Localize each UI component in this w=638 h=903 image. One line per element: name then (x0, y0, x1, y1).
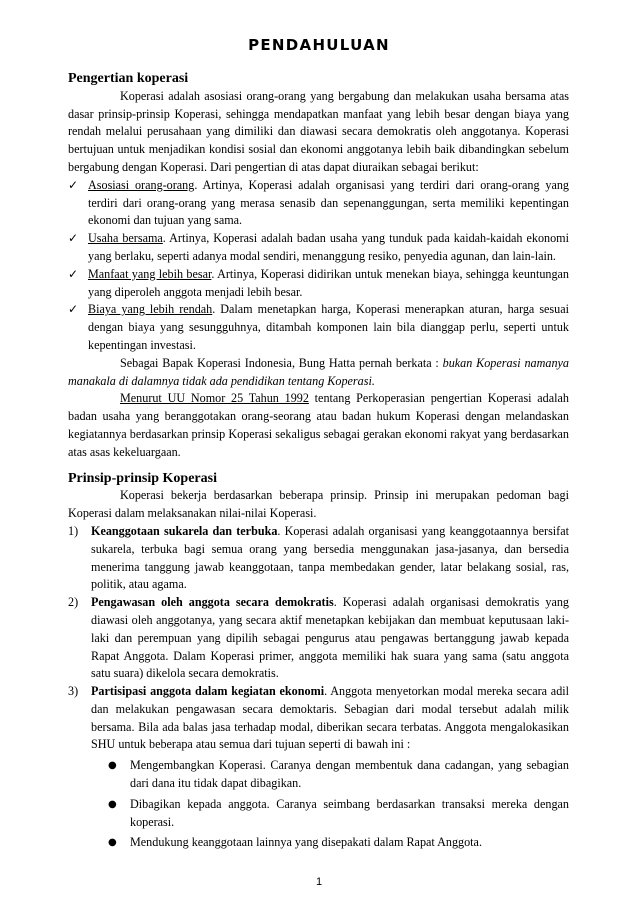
shu-bullet-item (68, 757, 569, 793)
checklist-item (68, 177, 569, 230)
checklist-text: . Artinya, Koperasi didirikan untuk menekan biaya, sehingga keuntungan yang diperoleh anggota menjadi lebih besar. (88, 266, 569, 299)
prinsip-intro-paragraph: Koperasi bekerja berdasarkan beberapa prinsip. Prinsip ini merupakan pedoman bagi Koperasi dalam melaksanakan nilai-nilai Koperasi. (68, 488, 569, 521)
checklist-term: Manfaat yang lebih besar (88, 266, 212, 281)
shu-bullet-item (68, 834, 569, 852)
bullet-icon: ● (108, 837, 117, 849)
uu-definition: tentang Perkoperasian pengertian Koperasi adalah badan usaha yang beranggotakan orang-seorang atau badan hukum Koperasi dengan melandaskan kegiatannya berdasarkan prinsip Koperasi sekaligus sebagai gerakan ekonomi rakyat yang berdasarkan atas asas kekeluargaan. (68, 391, 569, 459)
bullet-icon: ● (108, 760, 117, 772)
principle-item (68, 523, 569, 594)
principle-item (68, 683, 569, 754)
checklist-text: . Dalam menetapkan harga, Koperasi menerapkan aturan, harga sesuai dengan biaya yang sesungguhnya, ditambah komponen lain bila dianggap perlu, seperti untuk kepentingan investasi. (88, 302, 569, 352)
bullet-text: Dibagikan kepada anggota. Caranya seimbang berdasarkan transaksi mereka dengan koperasi. (130, 796, 569, 829)
principle-title: Pengawasan oleh anggota secara demokratis (91, 595, 334, 610)
bullet-icon: ● (108, 798, 117, 810)
principle-title: Partisipasi anggota dalam kegiatan ekonomi (91, 684, 325, 699)
document-body (68, 70, 569, 852)
page-title: PENDAHULUAN (248, 36, 390, 54)
checkmark-icon: ✓ (68, 302, 79, 317)
uu-paragraph (68, 390, 569, 461)
intro-paragraph: Koperasi adalah asosiasi orang-orang yang bergabung dan melakukan usaha bersama atas dasar prinsip-prinsip Koperasi, sehingga mendapatkan manfaat yang lebih besar dengan biaya yang rendah melalui perusahaan yang dimiliki dan diawasi secara demokratis oleh anggotanya. Koperasi bertujuan untuk menjadikan kondisi sosial dan ekonomi anggotanya lebih baik dibandingkan sebelum bergabung dengan Koperasi. Dari pengertian di atas dapat diuraikan sebagai berikut: (68, 88, 569, 174)
hatta-quote: bukan Koperasi namanya manakala di dalamnya tidak ada pendidikan tentang Koperasi. (68, 355, 569, 388)
hatta-intro: Sebagai Bapak Koperasi Indonesia, Bung Hatta pernah berkata : (120, 355, 443, 370)
principle-number: 3) (68, 684, 79, 699)
uu-reference: Menurut UU Nomor 25 Tahun 1992 (120, 391, 309, 406)
checklist-term: Asosiasi orang-orang (88, 177, 195, 192)
bullet-text: Mengembangkan Koperasi. Caranya dengan membentuk dana cadangan, yang sebagian dari dana itu tidak dapat dibagikan. (130, 758, 569, 791)
bullet-text: Mendukung keanggotaan lainnya yang disepakati dalam Rapat Anggota. (130, 835, 482, 850)
checklist (68, 177, 569, 355)
principle-text: . Koperasi adalah organisasi demokratis yang diawasi oleh anggotanya, yang secara aktif menetapkan kebijakan dan membuat keputusaan laki-laki dan perempuan yang dipilih sebagai pengurus atau pengawas bertanggung jawab kepada Rapat Anggota. Dalam Koperasi primer, anggota memiliki hak suara yang sama (satu anggota satu suara) dikelola secara demokratis. (91, 595, 569, 681)
principle-item (68, 594, 569, 683)
page-number: 1 (315, 876, 323, 888)
principle-text: . Koperasi adalah organisasi yang keanggotaannya bersifat sukarela, terbuka bagi semua orang yang bersedia menggunakan jasa-jasanya, dan bersedia menerima tanggung jawab keanggotaan, tanpa membedakan gender, latar belakang sosial, ras, politik, atau agama. (91, 523, 569, 592)
checklist-item (68, 266, 569, 302)
checkmark-icon: ✓ (68, 177, 79, 192)
section-heading-prinsip: Prinsip-prinsip Koperasi (68, 470, 217, 486)
checkmark-icon: ✓ (68, 266, 79, 281)
principle-number: 2) (68, 595, 79, 610)
checklist-term: Biaya yang lebih rendah (88, 302, 213, 317)
checklist-term: Usaha bersama (88, 231, 163, 246)
checklist-item (68, 301, 569, 354)
principle-text: . Anggota menyetorkan modal mereka secara adil dan melakukan pengawasan secara demoktaris. Sebagian dari modal tersebut adalah milik bersama. Bila ada balas jasa terhadap modal, diberikan secara terbatas. Anggota mengalokasikan SHU untuk beberapa atau semua dari tujuan seperti di bawah ini : (91, 684, 570, 752)
hatta-quote-paragraph (68, 355, 569, 391)
checklist-text: . Artinya, Koperasi adalah organisasi yang terdiri dari orang-orang yang terdiri dari orang-orang yang merasa senasib dan sepenanggungan, serta memiliki kepentingan ekonomi dan tujuan yang sama. (88, 177, 569, 228)
checklist-text: . Artinya, Koperasi adalah badan usaha yang tunduk pada kaidah-kaidah ekonomi yang berlaku, seperti adanya modal sendiri, menanggung resiko, penyedia agunan, dan lain-lain. (88, 231, 569, 263)
section-heading-pengertian: Pengertian koperasi (68, 71, 189, 86)
principle-number: 1) (68, 523, 79, 538)
shu-bullet-item (68, 796, 569, 832)
shu-bullet-list (68, 754, 569, 852)
checkmark-icon: ✓ (68, 231, 79, 246)
principle-title: Keanggotaan sukarela dan terbuka (91, 523, 278, 538)
checklist-item (68, 230, 569, 266)
principles-list (68, 523, 569, 754)
